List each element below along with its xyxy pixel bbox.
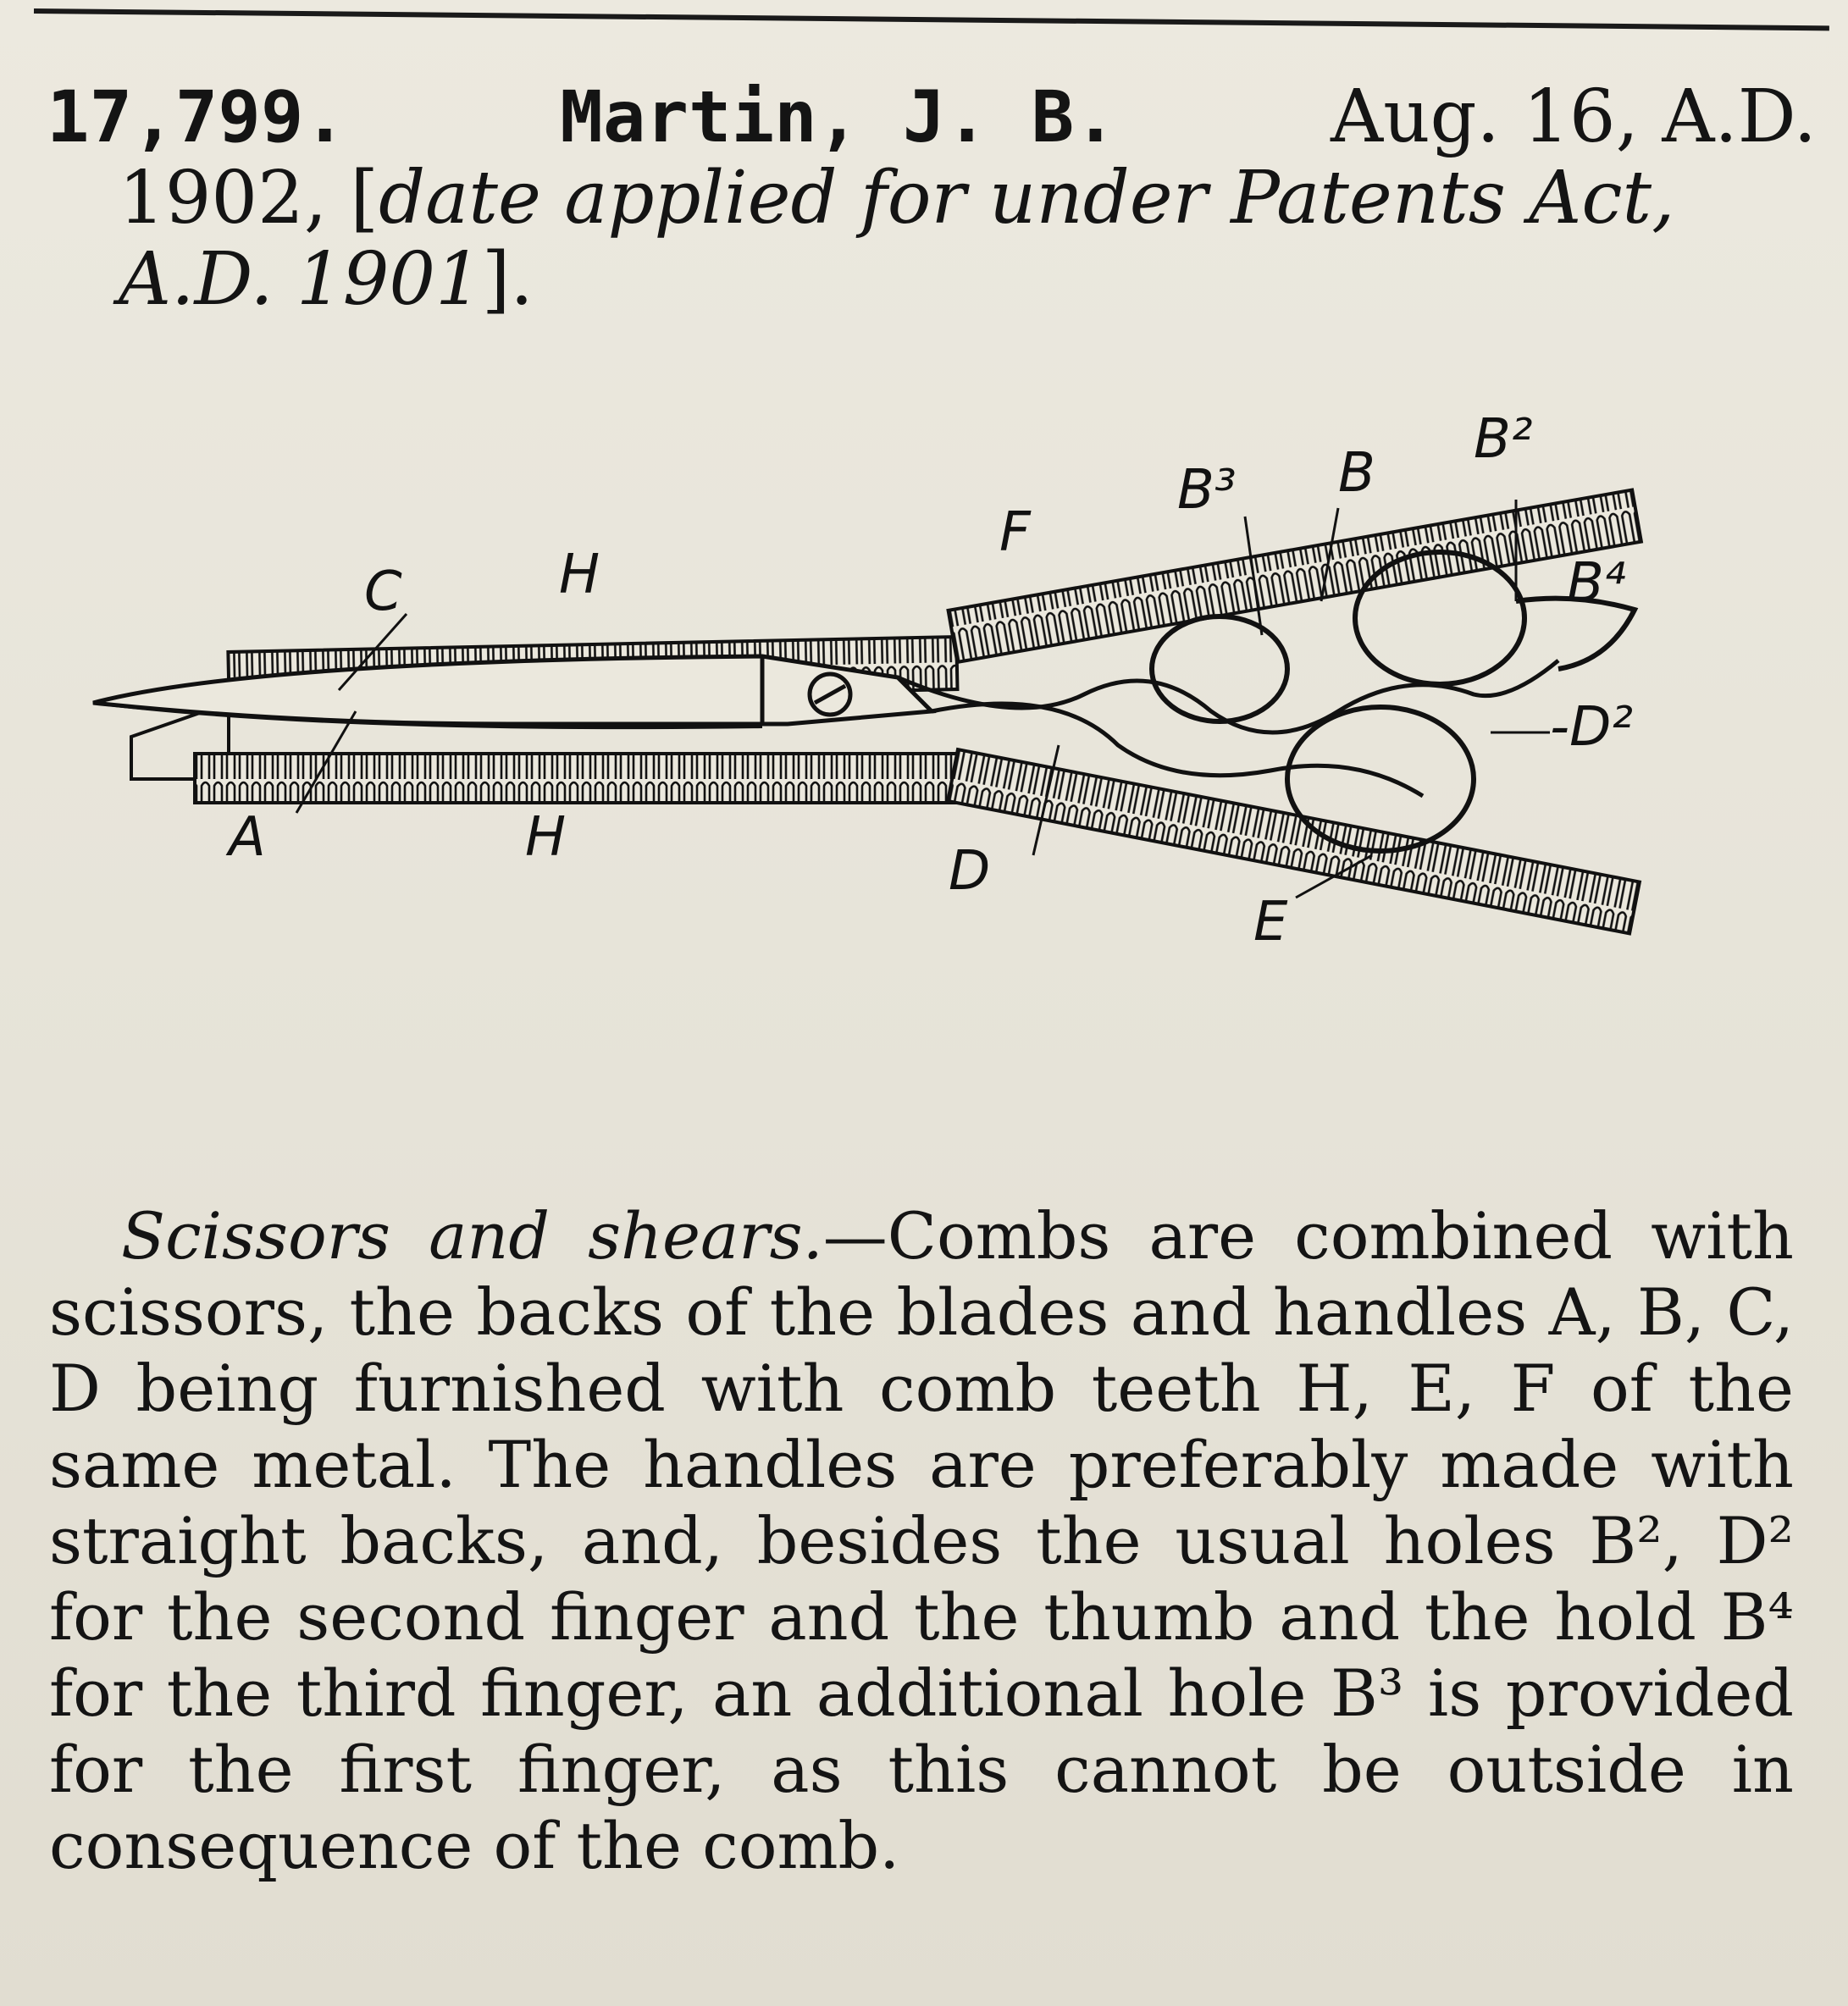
label-e: E	[1253, 891, 1288, 953]
label-b: B	[1338, 442, 1375, 505]
inventor-name: Martin, J. B.	[560, 75, 1117, 158]
heading-line-2	[47, 157, 1817, 239]
patent-abstract	[49, 1198, 1794, 1884]
patent-number: 17,799.	[47, 75, 347, 158]
label-a: A	[229, 806, 266, 869]
heading-line-1	[47, 76, 1817, 157]
patent-date: Aug. 16, A.D.	[1331, 75, 1817, 159]
abstract-title: Scissors and shears.	[121, 1198, 823, 1274]
heading-act-year: A.D. 1901	[119, 237, 482, 322]
heading-line-3	[47, 239, 1817, 320]
top-rule	[34, 8, 1829, 30]
patent-heading	[47, 76, 1817, 320]
label-b4: B⁴	[1567, 552, 1626, 615]
label-h-top: H	[559, 544, 600, 606]
heading-application-note: date applied for under Patents Act,	[379, 156, 1675, 240]
label-d2: -D²	[1550, 696, 1634, 759]
label-b2: B²	[1474, 408, 1533, 471]
scissors-comb-figure	[85, 406, 1736, 1152]
b3-finger-hole	[1152, 616, 1287, 721]
abstract-text: —Combs are combined with scissors, the backs of the blades and handles A, B, C, D being furnished with comb teeth H, E, F of the same metal. The handles are preferably made with straight backs, and, besides the usual holes B², D² for the second finger and the thumb and the hold B⁴ for the third finger, an additional hole B³ is provided for the first finger, as this cannot be outside in consequence of the comb.	[49, 1198, 1794, 1883]
heading-close-bracket: ].	[481, 237, 534, 322]
label-c: C	[364, 561, 402, 623]
label-h-bottom: H	[525, 806, 567, 869]
label-f: F	[999, 501, 1031, 564]
label-d: D	[949, 840, 991, 903]
heading-year: 1902, [	[119, 156, 379, 240]
d2-thumb-hole	[1287, 707, 1474, 851]
label-b3: B³	[1177, 459, 1237, 522]
upper-comb	[131, 490, 1641, 779]
